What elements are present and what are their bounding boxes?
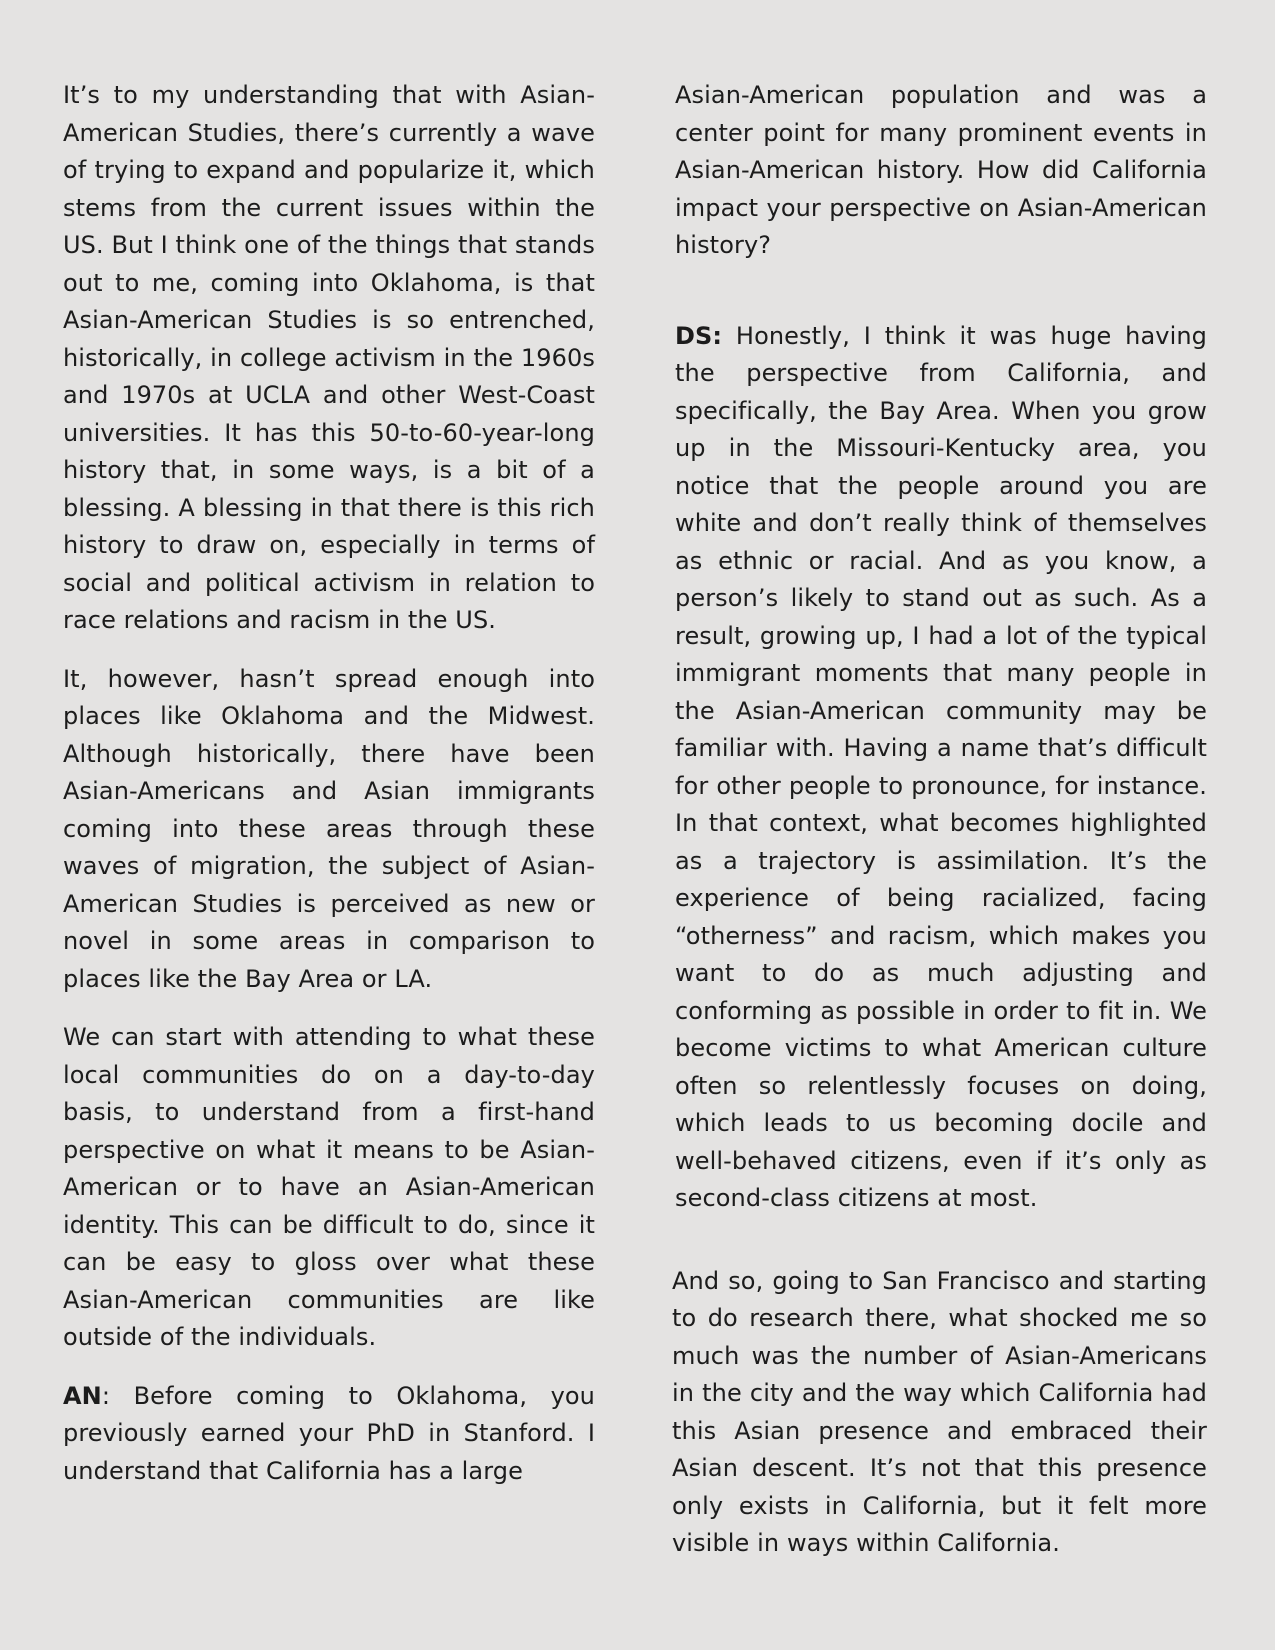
interviewer-question bbox=[63, 1378, 595, 1491]
right-column bbox=[672, 77, 1207, 1584]
question-continuation: Asian-American population and was a center point for many prominent events in Asian-American history. How did California impact your perspective on Asian-American history? bbox=[675, 81, 1207, 259]
speaker-label-an: AN bbox=[63, 1381, 102, 1410]
left-column bbox=[63, 77, 595, 1511]
speaker-label-ds: DS: bbox=[675, 321, 723, 350]
paragraph: It’s to my understanding that with Asian-American Studies, there’s currently a wave of trying to expand and popularize it, which stems from the current issues within the US. But I think one of the things that stands out to me, coming into Oklahoma, is that Asian-American Studies is so entrenched, historically, in college activism in the 1960s and 1970s at UCLA and other West-Coast universities. It has this 50-to-60-year-long history that, in some ways, is a bit of a blessing. A blessing in that there is this rich history to draw on, especially in terms of social and political activism in relation to race relations and racism in the US. bbox=[63, 81, 595, 634]
paragraph: And so, going to San Francisco and starting to do research there, what shocked me so much was the number of Asian-Americans in the city and the way which California had this Asian presence and embraced their Asian descent. It’s not that this presence only exists in California, but it felt more visible in ways within California. bbox=[672, 1266, 1207, 1557]
paragraph: We can start with attending to what these local communities do on a day-to-day basis, to understand from a first-hand perspective on what it means to be Asian-American or to have an Asian-American identity. This can be difficult to do, since it can be easy to gloss over what these Asian-American communities are like outside of the individuals. bbox=[63, 1023, 595, 1351]
question-text: : Before coming to Oklahoma, you previously earned your PhD in Stanford. I understand that California has a large bbox=[63, 1381, 595, 1485]
answer-text: Honestly, I think it was huge having the perspective from California, and specifically, the Bay Area. When you grow up in the Missouri-Kentucky area, you notice that the people around you are white and don’t really think of themselves as ethnic or racial. And as you know, a person’s likely to stand out as such. As a result, growing up, I had a lot of the typical immigrant moments that many people in the Asian-American community may be familiar with. Having a name that’s difficult for other people to pronounce, for instance. In that context, what becomes highlighted as a trajectory is assimilation. It’s the experience of being racialized, facing “otherness” and racism, which makes you want to do as much adjusting and conforming as possible in order to fit in. We become victims to what American culture often so relentlessly focuses on doing, which leads to us becoming docile and well-behaved citizens, even if it’s only as second-class citizens at most. bbox=[675, 321, 1207, 1212]
paragraph: It, however, hasn’t spread enough into places like Oklahoma and the Midwest. Although historically, there have been Asian-Americans and Asian immigrants coming into these areas through these waves of migration, the subject of Asian-American Studies is perceived as new or novel in some areas in comparison to places like the Bay Area or LA. bbox=[63, 664, 595, 993]
interviewee-answer bbox=[675, 318, 1207, 1218]
